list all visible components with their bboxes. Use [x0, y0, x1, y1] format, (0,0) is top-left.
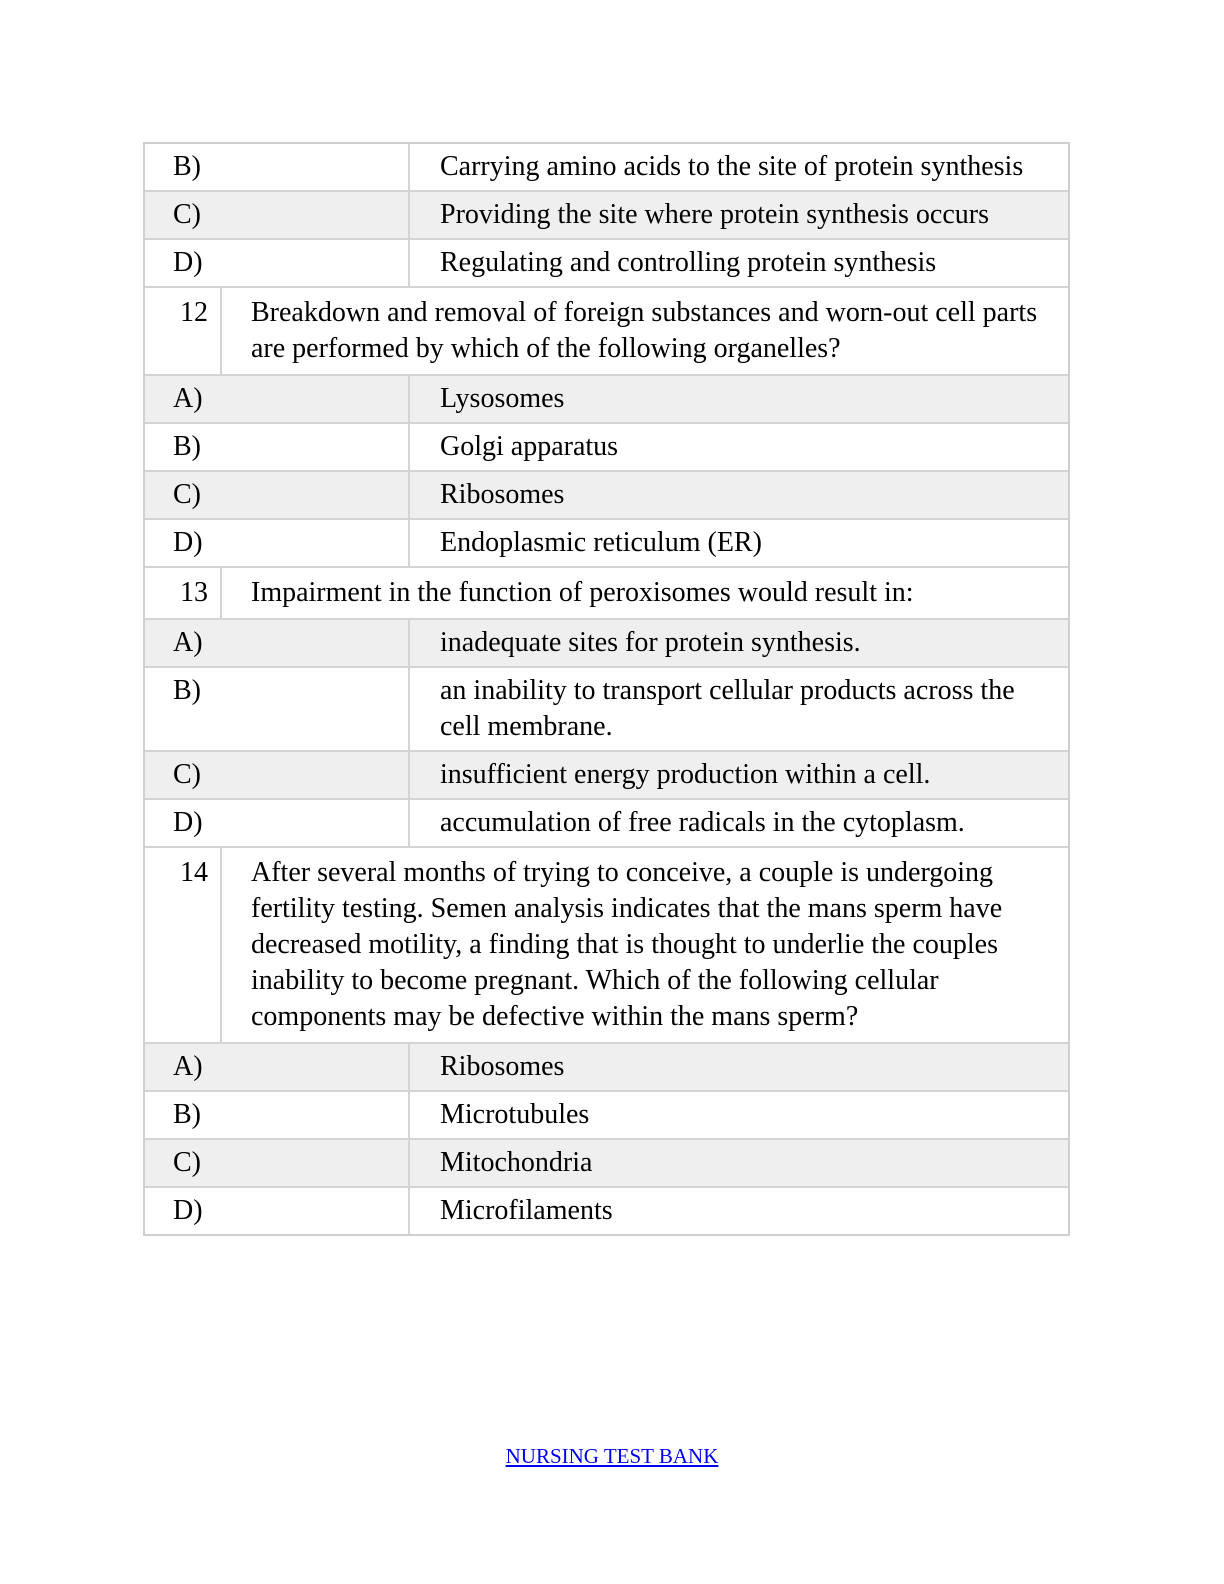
option-letter: A): [145, 1044, 410, 1090]
question-text: Breakdown and removal of foreign substances and worn-out cell parts are performed by which of the following organelles?: [251, 297, 1038, 364]
question-number: 13: [145, 568, 222, 618]
option-letter: C): [145, 1140, 410, 1186]
question-row: [145, 568, 1068, 620]
answer-option-row: [145, 192, 1068, 240]
option-letter: B): [145, 144, 410, 190]
option-letter: B): [145, 668, 410, 750]
footer: [0, 1444, 1224, 1469]
answer-option-row: [145, 800, 1068, 848]
option-text: Microtubules: [440, 1099, 590, 1130]
answer-option-row: [145, 144, 1068, 192]
option-letter: D): [145, 1188, 410, 1234]
answer-option-row: [145, 424, 1068, 472]
option-text: Golgi apparatus: [440, 431, 619, 462]
option-text: an inability to transport cellular products across the cell membrane.: [440, 675, 1015, 742]
question-table: [143, 142, 1070, 1236]
option-text: Endoplasmic reticulum (ER): [440, 527, 762, 558]
question-number: 12: [145, 288, 222, 374]
question-text: Impairment in the function of peroxisomes would result in:: [251, 577, 914, 608]
option-text: accumulation of free radicals in the cytoplasm.: [440, 807, 965, 838]
option-text: Microfilaments: [440, 1195, 613, 1226]
option-text: Carrying amino acids to the site of protein synthesis: [440, 151, 1024, 182]
option-text: Providing the site where protein synthesis occurs: [440, 199, 990, 230]
option-letter: C): [145, 472, 410, 518]
option-letter: A): [145, 620, 410, 666]
option-letter: A): [145, 376, 410, 422]
option-text: Lysosomes: [440, 383, 565, 414]
option-letter: C): [145, 192, 410, 238]
answer-option-row: [145, 1044, 1068, 1092]
option-letter: B): [145, 1092, 410, 1138]
footer-link[interactable]: NURSING TEST BANK: [505, 1444, 719, 1468]
answer-option-row: [145, 1092, 1068, 1140]
answer-option-row: [145, 520, 1068, 568]
option-letter: D): [145, 240, 410, 286]
answer-option-row: [145, 472, 1068, 520]
answer-option-row: [145, 376, 1068, 424]
question-number: 14: [145, 848, 222, 1042]
question-row: [145, 848, 1068, 1044]
option-letter: D): [145, 800, 410, 846]
option-letter: B): [145, 424, 410, 470]
answer-option-row: [145, 240, 1068, 288]
option-text: Mitochondria: [440, 1147, 593, 1178]
answer-option-row: [145, 1140, 1068, 1188]
option-letter: C): [145, 752, 410, 798]
option-text: Ribosomes: [440, 1051, 565, 1082]
option-letter: D): [145, 520, 410, 566]
answer-option-row: [145, 620, 1068, 668]
option-text: Ribosomes: [440, 479, 565, 510]
answer-option-row: [145, 1188, 1068, 1234]
question-text: After several months of trying to conceive, a couple is undergoing fertility testing. Semen analysis indicates that the mans sperm have decreased motility, a finding that is thought to underlie the couples inability to become pregnant. Which of the following cellular components may be defective within the mans sperm?: [251, 857, 1003, 1032]
question-row: [145, 288, 1068, 376]
option-text: insufficient energy production within a cell.: [440, 759, 931, 790]
answer-option-row: [145, 752, 1068, 800]
option-text: Regulating and controlling protein synthesis: [440, 247, 937, 278]
option-text: inadequate sites for protein synthesis.: [440, 627, 861, 658]
answer-option-row: [145, 668, 1068, 752]
